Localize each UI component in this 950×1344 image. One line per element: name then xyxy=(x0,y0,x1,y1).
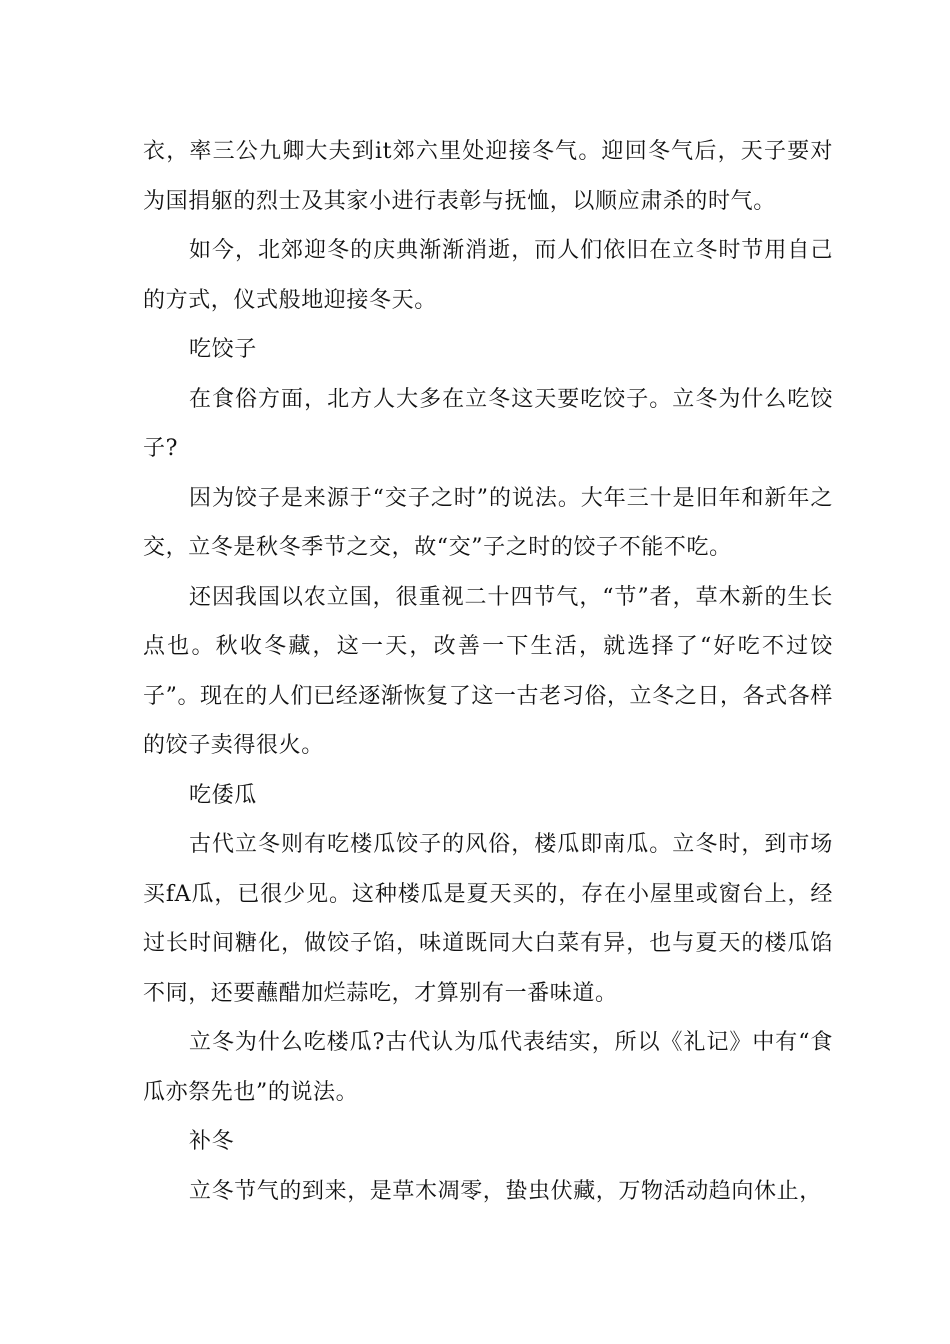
section-heading-dumplings: 吃饺子 xyxy=(189,337,257,362)
paragraph: 立冬节气的到来，是草木凋零，蛰虫伏藏，万物活动趋向休止， xyxy=(189,1178,822,1204)
paragraph: 还因我国以农立国，很重视二十四节气，“节”者，草木新的生长点也。秋收冬藏，这一天，改善一下生活，就选择了“好吃不过饺子”。现在的人们已经逐渐恢复了这一古老习俗，立冬之日，各式各样的饺子卖得很火。 xyxy=(143,584,833,758)
paragraph: 古代立冬则有吃楼瓜饺子的风俗，楼瓜即南瓜。立冬时，到市场买fA瓜，已很少见。这种楼瓜是夏天买的，存在小屋里或窗台上，经过长时间糖化，做饺子馅，味道既同大白菜有异，也与夏天的楼瓜馅不同，还要蘸醋加烂蒜吃，才算别有一番味道。 xyxy=(143,832,833,1006)
document-body xyxy=(143,127,833,1216)
paragraph: 如今，北郊迎冬的庆典渐渐消逝，而人们依旧在立冬时节用自己的方式，仪式般地迎接冬天。 xyxy=(143,238,833,313)
paragraph-continued: 衣，率三公九卿大夫到it郊六里处迎接冬气。迎回冬气后，天子要对为国捐躯的烈士及其家小进行表彰与抚恤，以顺应肃杀的时气。 xyxy=(143,139,833,214)
paragraph: 在食俗方面，北方人大多在立冬这天要吃饺子。立冬为什么吃饺子? xyxy=(143,386,833,461)
paragraph: 因为饺子是来源于“交子之时”的说法。大年三十是旧年和新年之交，立冬是秋冬季节之交，故“交”子之时的饺子不能不吃。 xyxy=(143,485,833,560)
section-heading-winter-tonic: 补冬 xyxy=(189,1129,235,1154)
paragraph: 立冬为什么吃楼瓜?古代认为瓜代表结实，所以《礼记》中有“食瓜亦祭先也”的说法。 xyxy=(143,1030,833,1105)
section-heading-pumpkin: 吃倭瓜 xyxy=(189,782,257,808)
